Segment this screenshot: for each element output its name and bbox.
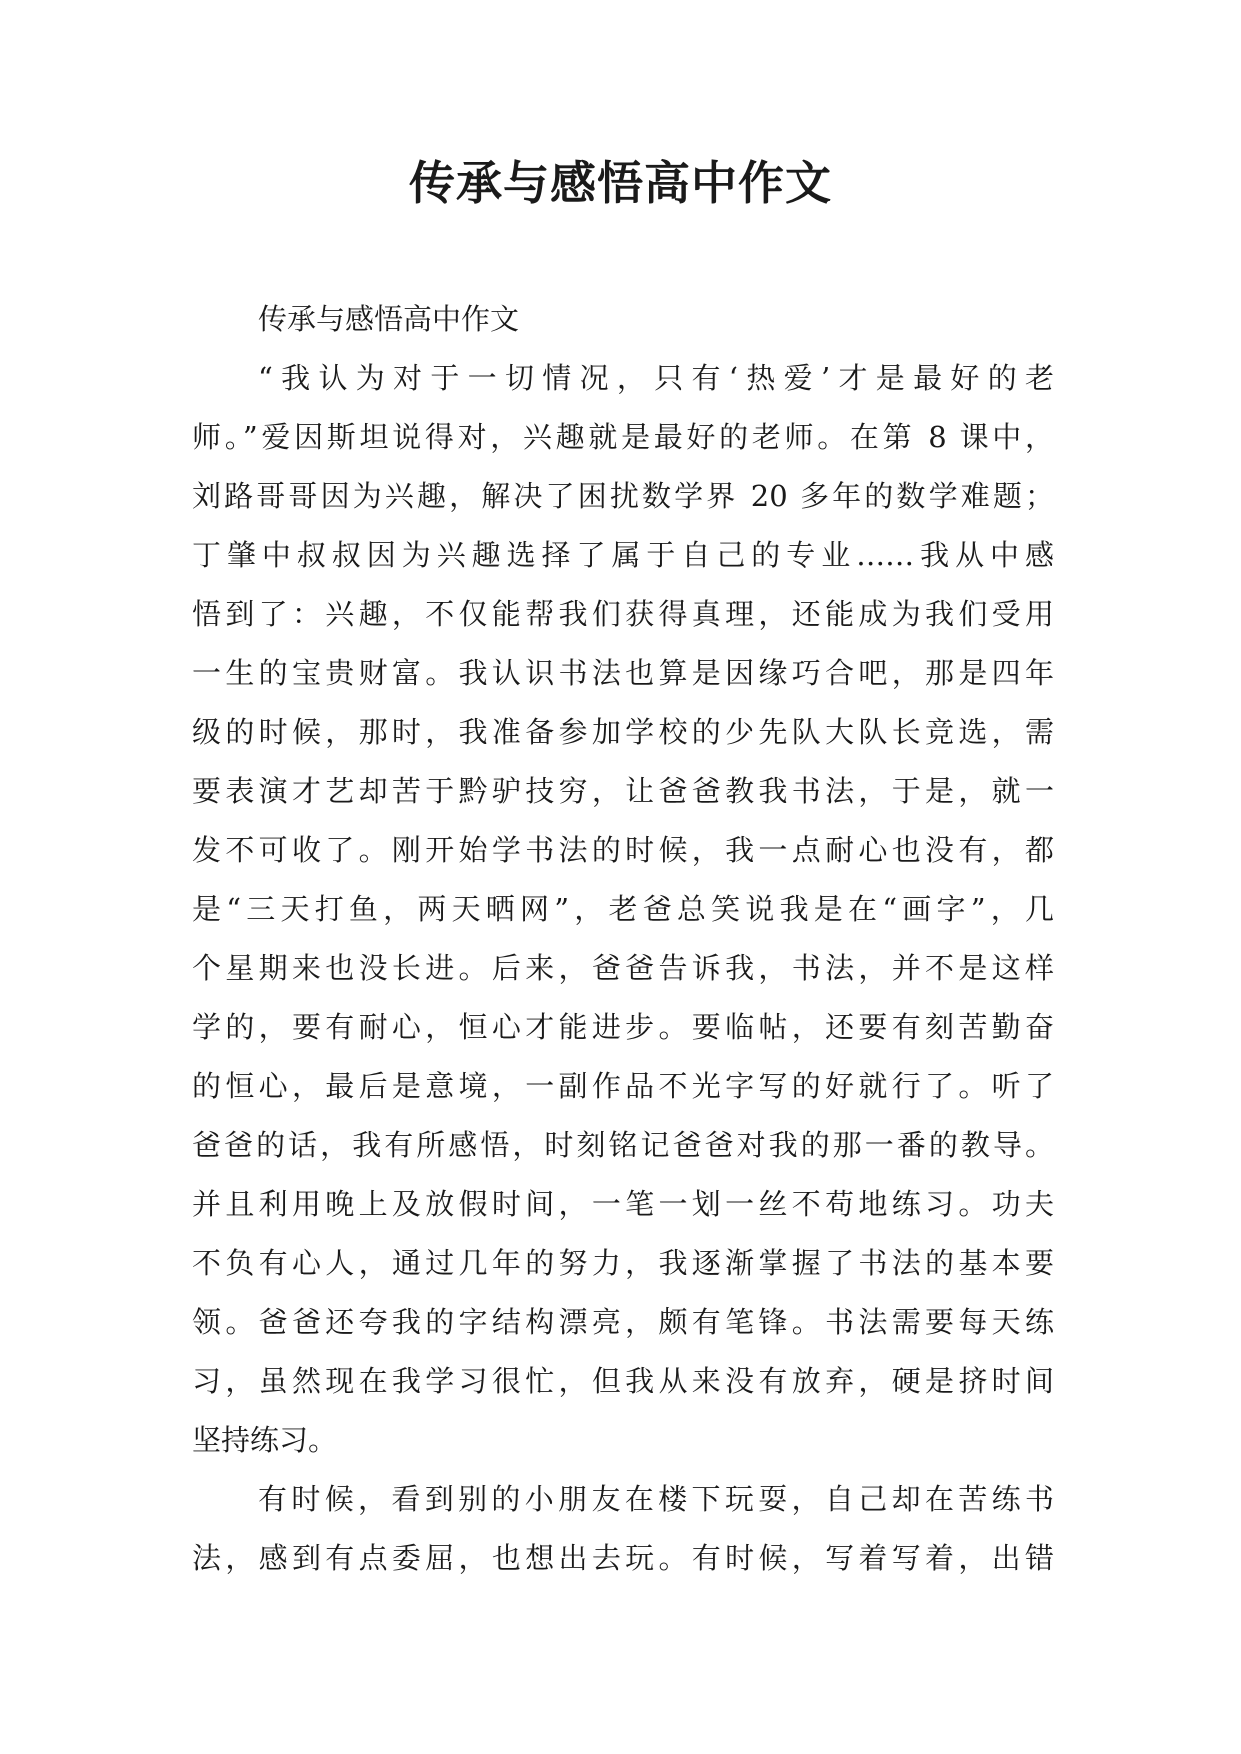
text-line: “我认为对于一切情况，只有‘热爱’才是最好的老 (258, 361, 1054, 395)
text-line: 不负有心人，通过几年的努力，我逐渐掌握了书法的基本要 (192, 1246, 1054, 1280)
text-line: 爸爸的话，我有所感悟，时刻铭记爸爸对我的那一番的教导。 (192, 1128, 1054, 1162)
text-line: 丁肇中叔叔因为兴趣选择了属于自己的专业……我从中感 (192, 538, 1054, 572)
text-line: 法，感到有点委屈，也想出去玩。有时候，写着写着，出错 (192, 1541, 1054, 1575)
text-line: 的恒心，最后是意境，一副作品不光字写的好就行了。听了 (192, 1069, 1054, 1103)
text-line: 习，虽然现在我学习很忙，但我从来没有放弃，硬是挤时间 (192, 1364, 1054, 1398)
text-line: 个星期来也没长进。后来，爸爸告诉我，书法，并不是这样 (192, 951, 1054, 985)
text-line: 师。”爱因斯坦说得对，兴趣就是最好的老师。在第 8 课中， (192, 420, 1054, 454)
document-body (192, 290, 1054, 1588)
text-line: 要表演才艺却苦于黔驴技穷，让爸爸教我书法，于是，就一 (192, 774, 1054, 808)
text-line: 发不可收了。刚开始学书法的时候，我一点耐心也没有，都 (192, 833, 1054, 867)
text-line: 悟到了：兴趣，不仅能帮我们获得真理，还能成为我们受用 (192, 597, 1054, 631)
text-line: 学的，要有耐心，恒心才能进步。要临帖，还要有刻苦勤奋 (192, 1010, 1054, 1044)
text-line: 有时候，看到别的小朋友在楼下玩耍，自己却在苦练书 (258, 1482, 1054, 1516)
document-title: 传承与感悟高中作文 (409, 156, 832, 210)
text-line: 是“三天打鱼，两天晒网”，老爸总笑说我是在“画字”，几 (192, 892, 1054, 926)
text-line: 并且利用晚上及放假时间，一笔一划一丝不苟地练习。功夫 (192, 1187, 1054, 1221)
text-line: 一生的宝贵财富。我认识书法也算是因缘巧合吧，那是四年 (192, 656, 1054, 690)
text-line: 刘路哥哥因为兴趣，解决了困扰数学界 20 多年的数学难题； (192, 479, 1054, 513)
text-line: 级的时候，那时，我准备参加学校的少先队大队长竞选，需 (192, 715, 1054, 749)
text-line: 传承与感悟高中作文 (258, 302, 520, 336)
text-line: 坚持练习。 (192, 1423, 338, 1457)
text-line: 领。爸爸还夸我的字结构漂亮，颇有笔锋。书法需要每天练 (192, 1305, 1054, 1339)
